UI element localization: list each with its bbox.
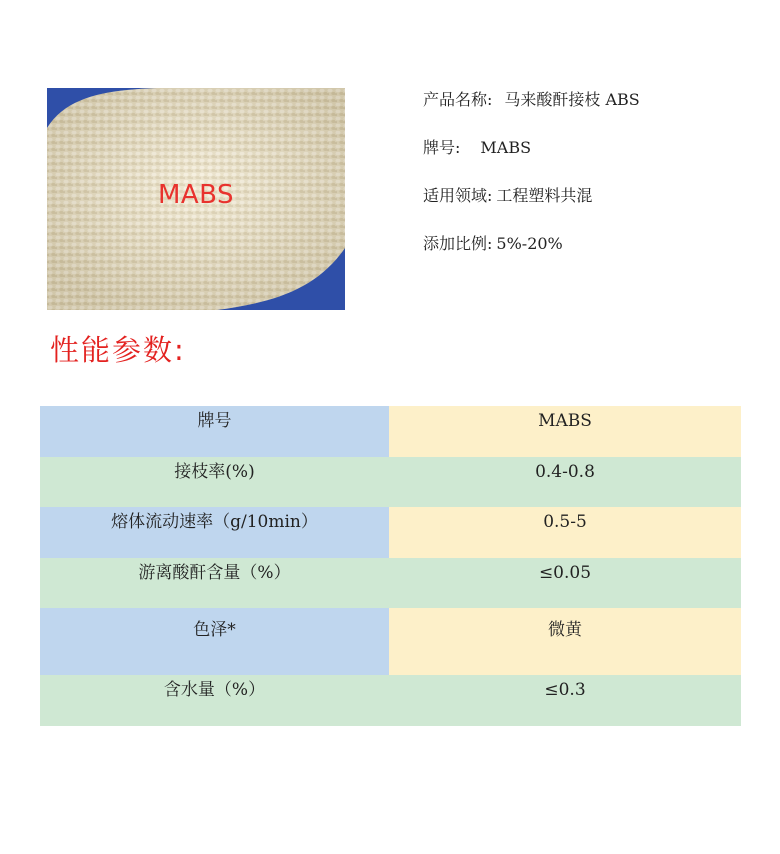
- table-row: [40, 558, 741, 608]
- param-name: 游离酸酐含量（%）: [40, 558, 389, 608]
- info-value: 马来酸酐接枝 ABS: [504, 90, 640, 109]
- info-value: MABS: [480, 138, 532, 157]
- info-key: 适用领域:: [423, 186, 493, 205]
- info-value: 5%-20%: [496, 234, 563, 253]
- photo-label: MABS: [157, 180, 235, 210]
- info-key: 产品名称:: [423, 90, 493, 109]
- param-value: ≤0.05: [389, 558, 741, 608]
- table-row: [40, 507, 741, 558]
- info-row-product-name: [423, 86, 763, 134]
- section-title: 性能参数:: [50, 333, 186, 367]
- info-key: 牌号:: [423, 138, 461, 157]
- spec-table: [40, 406, 741, 726]
- param-value: MABS: [389, 406, 741, 457]
- param-name: 含水量（%）: [40, 675, 389, 726]
- info-key: 添加比例:: [423, 234, 493, 253]
- table-row: [40, 406, 741, 457]
- product-photo: [47, 88, 345, 310]
- param-value: 微黄: [389, 608, 741, 675]
- info-row-ratio: [423, 230, 763, 278]
- info-value: 工程塑料共混: [496, 186, 593, 205]
- param-value: ≤0.3: [389, 675, 741, 726]
- info-row-grade: [423, 134, 763, 182]
- table-row: [40, 608, 741, 675]
- table-row: [40, 675, 741, 726]
- param-name: 牌号: [40, 406, 389, 457]
- info-row-application: [423, 182, 763, 230]
- param-name: 接枝率(%): [40, 457, 389, 507]
- param-name: 色泽*: [40, 608, 389, 675]
- param-value: 0.4-0.8: [389, 457, 741, 507]
- product-info: [423, 86, 763, 278]
- table-row: [40, 457, 741, 507]
- param-value: 0.5-5: [389, 507, 741, 558]
- param-name: 熔体流动速率（g/10min）: [40, 507, 389, 558]
